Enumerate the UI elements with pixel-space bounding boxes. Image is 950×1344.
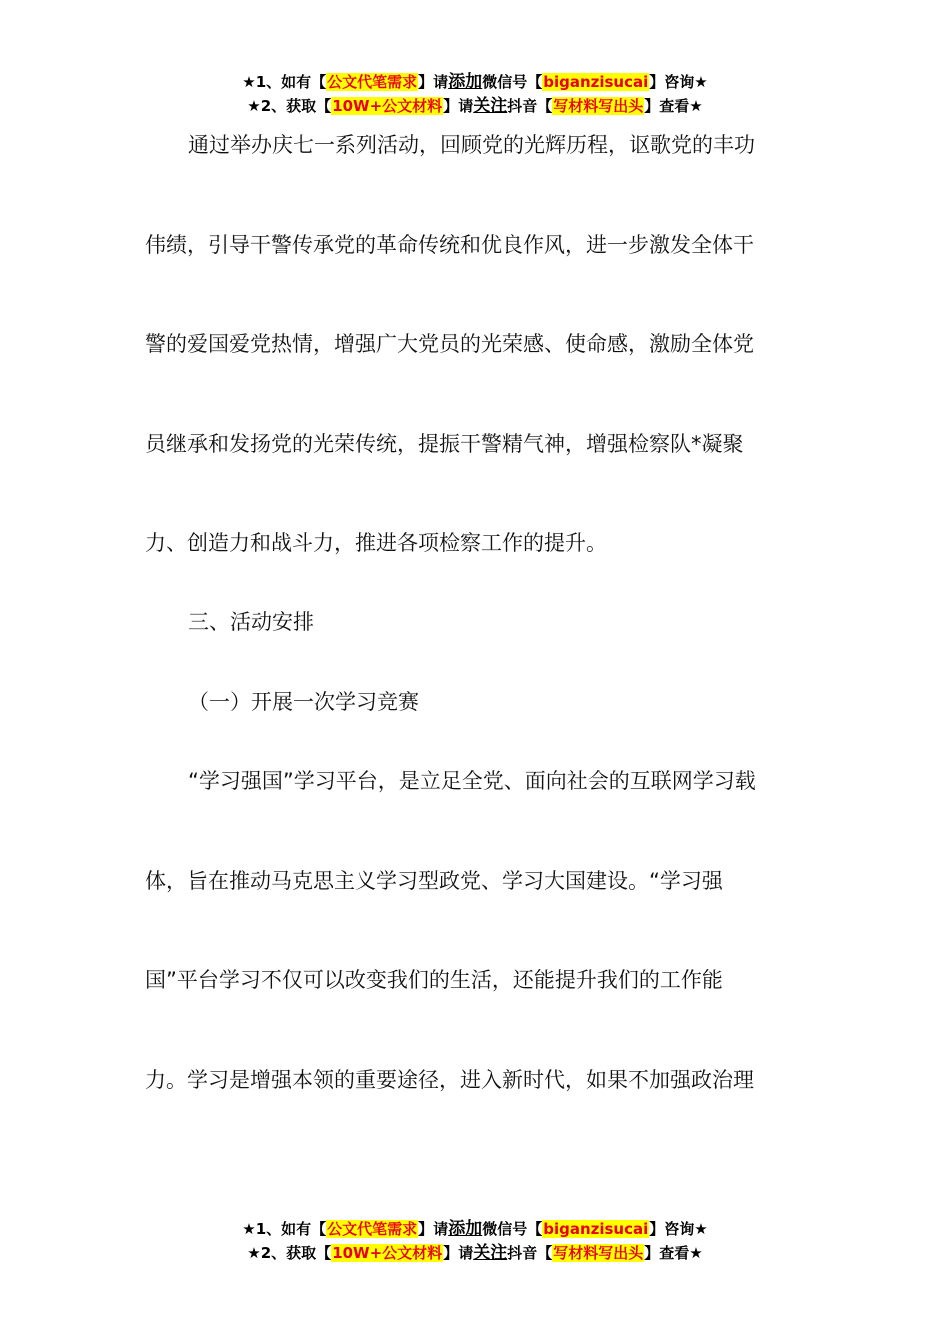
banner-text: ★2、获取【	[247, 97, 332, 115]
section-heading: 三、活动安排	[188, 610, 314, 634]
banner-text: 】咨询★	[649, 73, 708, 91]
paragraph-line: 力。学习是增强本领的重要途径，进入新时代，如果不加强政治理	[145, 1068, 754, 1092]
subsection-heading: （一）开展一次学习竞赛	[188, 690, 419, 714]
footer-banner-line-1	[0, 1217, 950, 1241]
banner-text: 】查看★	[644, 1244, 703, 1262]
banner-highlight: 写材料写出头	[553, 97, 644, 115]
banner-highlight: 10W+公文材料	[332, 97, 443, 115]
banner-text: 抖音【	[507, 1244, 553, 1262]
header-banner	[0, 70, 950, 118]
paragraph-line: 员继承和发扬党的光荣传统，提振干警精气神，增强检察队*凝聚	[145, 432, 744, 456]
banner-text: 】查看★	[644, 97, 703, 115]
banner-highlight: 公文代笔需求	[327, 1220, 418, 1238]
banner-text: ★1、如有【	[242, 1220, 327, 1238]
banner-highlight: biganzisucai	[543, 1220, 649, 1238]
header-banner-line-2	[0, 94, 950, 118]
footer-banner-line-2	[0, 1241, 950, 1265]
banner-text: 抖音【	[507, 97, 553, 115]
banner-emphasis: 关注	[473, 96, 508, 116]
paragraph-line: 伟绩，引导干警传承党的革命传统和优良作风，进一步激发全体干	[145, 233, 754, 257]
paragraph-line: “学习强国”学习平台，是立足全党、面向社会的互联网学习载	[188, 769, 756, 793]
paragraph-line: 国”平台学习不仅可以改变我们的生活，还能提升我们的工作能	[145, 968, 723, 992]
paragraph-line: 力、创造力和战斗力，推进各项检察工作的提升。	[145, 531, 607, 555]
banner-text: 】请	[418, 73, 449, 91]
banner-highlight: 10W+公文材料	[332, 1244, 443, 1262]
banner-text: 】咨询★	[649, 1220, 708, 1238]
banner-highlight: biganzisucai	[543, 73, 649, 91]
banner-text: ★1、如有【	[242, 73, 327, 91]
footer-banner	[0, 1217, 950, 1265]
banner-text: 微信号【	[482, 1220, 543, 1238]
banner-emphasis: 关注	[473, 1243, 508, 1263]
paragraph-line: 警的爱国爱党热情，增强广大党员的光荣感、使命感，激励全体党	[145, 332, 754, 356]
banner-text: ★2、获取【	[247, 1244, 332, 1262]
banner-emphasis: 添加	[448, 72, 483, 92]
banner-highlight: 写材料写出头	[553, 1244, 644, 1262]
banner-text: 】请	[418, 1220, 449, 1238]
header-banner-line-1	[0, 70, 950, 94]
banner-highlight: 公文代笔需求	[327, 73, 418, 91]
paragraph-line: 体，旨在推动马克思主义学习型政党、学习大国建设。“学习强	[145, 869, 723, 893]
banner-text: 】请	[443, 1244, 474, 1262]
banner-emphasis: 添加	[448, 1219, 483, 1239]
banner-text: 】请	[443, 97, 474, 115]
banner-text: 微信号【	[482, 73, 543, 91]
paragraph-line: 通过举办庆七一系列活动，回顾党的光辉历程，讴歌党的丰功	[188, 133, 755, 157]
